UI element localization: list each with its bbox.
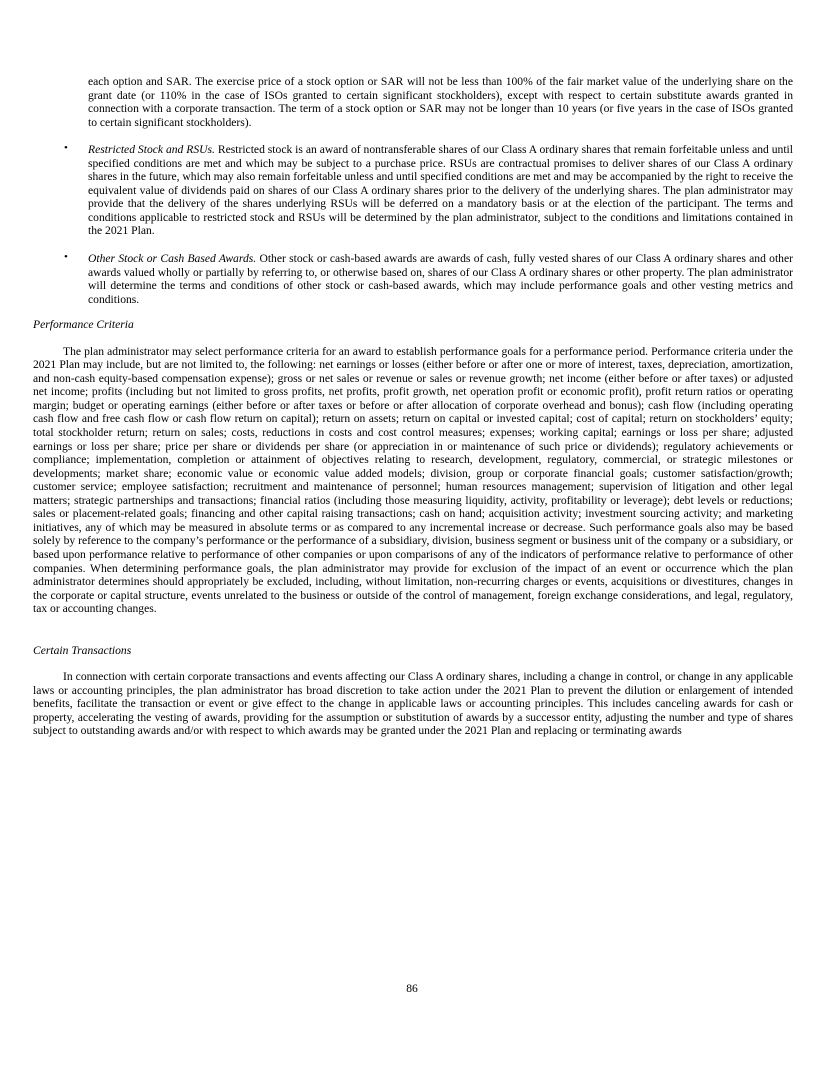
bullet-other-stock-cash-awards-paragraph (88, 252, 793, 306)
bullet-restricted-stock-rsus (64, 143, 793, 238)
bullet-text-other-stock-cash-awards: Other stock or cash-based awards are awards of cash, fully vested shares of our Class A ordinary shares and other awards valued wholly or partially by referring to, or otherwise based on, shares of our Class A ordinary shares or other property. The plan administrator will determine the terms and conditions of other stock or cash-based awards, which may include performance goals and other vesting metrics and conditions. (88, 252, 793, 306)
paragraph-certain-transactions: In connection with certain corporate transactions and events affecting our Class A ordinary shares, including a change in control, or change in any applicable laws or accounting principles, the plan administrator has broad discretion to take action under the 2021 Plan to prevent the dilution or enlargement of intended benefits, facilitate the transaction or event or give effect to the change in applicable laws or accounting principles. This includes canceling awards for cash or property, accelerating the vesting of awards, providing for the assumption or substitution of awards by a successor entity, adjusting the number and type of shares subject to outstanding awards and/or with respect to which awards may be granted under the 2021 Plan and replacing or terminating awards (33, 670, 793, 738)
bullet-other-stock-cash-awards (64, 252, 793, 306)
paragraph-option-sar-continuation: each option and SAR. The exercise price of a stock option or SAR will not be less than 100% of the fair market value of the underlying share on the grant date (or 110% in the case of ISOs granted to certain significant stockholders), except with respect to certain substitute awards granted in connection with a corporate transaction. The term of a stock option or SAR may not be longer than 10 years (or five years in the case of ISOs granted to certain significant stockholders). (88, 75, 793, 129)
bullet-lead-restricted-stock-rsus: Restricted Stock and RSUs. (88, 143, 215, 157)
bullet-icon: • (64, 251, 68, 264)
heading-certain-transactions: Certain Transactions (33, 643, 132, 657)
bullet-restricted-stock-rsus-paragraph (88, 143, 793, 238)
paragraph-performance-criteria: The plan administrator may select performance criteria for an award to establish performance goals for a performance period. Performance criteria under the 2021 Plan may include, but are not limited to, the following: net earnings or losses (either before or after one or more of interest, taxes, depreciation, amortization, and non-cash equity-based compensation expense); gross or net sales or revenue or sales or revenue growth; net income (either before or after taxes) or adjusted net income; profits (including but not limited to gross profits, net profits, profit growth, net operation profit or economic profit), profit return ratios or operating margin; budget or operating earnings (either before or after taxes or before or after allocation of corporate overhead and bonus); cash flow (including operating cash flow and free cash flow or cash flow return on capital); return on assets; return on capital or invested capital; cost of capital; return on stockholders’ equity; total stockholder return; return on sales; costs, reductions in costs and cost control measures; expenses; working capital; earnings or loss per share; adjusted earnings or loss per share; price per share or dividends per share (or appreciation in or maintenance of such price or dividends); regulatory achievements or compliance; implementation, completion or attainment of objectives relating to research, development, regulatory, commercial, or strategic milestones or developments; market share; economic value or economic value added models; division, group or corporate financial goals; customer satisfaction/growth; customer service; employee satisfaction; recruitment and maintenance of personnel; human resources management; supervision of litigation and other legal matters; strategic partnerships and transactions; financial ratios (including those measuring liquidity, activity, profitability or leverage); debt levels or reductions; sales or placement-related goals; financing and other capital raising transactions; cash on hand; acquisition activity; investment sourcing activity; and marketing initiatives, any of which may be measured in absolute terms or as compared to any incremental increase or decrease. Such performance goals also may be based solely by reference to the company’s performance or the performance of a subsidiary, division, business segment or business unit of the company or a subsidiary, or based upon performance relative to performance of other companies or upon comparisons of any of the indicators of performance relative to performance of other companies. When determining performance goals, the plan administrator may provide for exclusion of the impact of an event or occurrence which the plan administrator determines should appropriately be excluded, including, without limitation, non-recurring charges or events, acquisitions or divestitures, changes in the corporate or capital structure, events unrelated to the business or outside of the control of management, foreign exchange considerations, and legal, regulatory, tax or accounting changes. (33, 344, 793, 616)
heading-performance-criteria: Performance Criteria (33, 318, 134, 332)
bullet-icon: • (64, 142, 68, 155)
bullet-text-restricted-stock-rsus: Restricted stock is an award of nontransferable shares of our Class A ordinary shares that remain forfeitable unless and until specified conditions are met and which may be subject to a purchase price. RSUs are contractual promises to deliver shares of our Class A ordinary shares in the future, which may also remain forfeitable unless and until specified conditions are met and may be accompanied by the right to receive the equivalent value of dividends paid on shares of our Class A ordinary shares prior to the delivery of the underlying shares. The plan administrator may provide that the delivery of the shares underlying RSUs will be deferred on a mandatory basis or at the election of the participant. The terms and conditions applicable to restricted stock and RSUs will be determined by the plan administrator, subject to the conditions and limitations contained in the 2021 Plan. (88, 143, 793, 238)
page-number: 86 (406, 982, 418, 995)
document-content (33, 75, 793, 738)
bullet-lead-other-stock-cash-awards: Other Stock or Cash Based Awards. (88, 252, 257, 266)
